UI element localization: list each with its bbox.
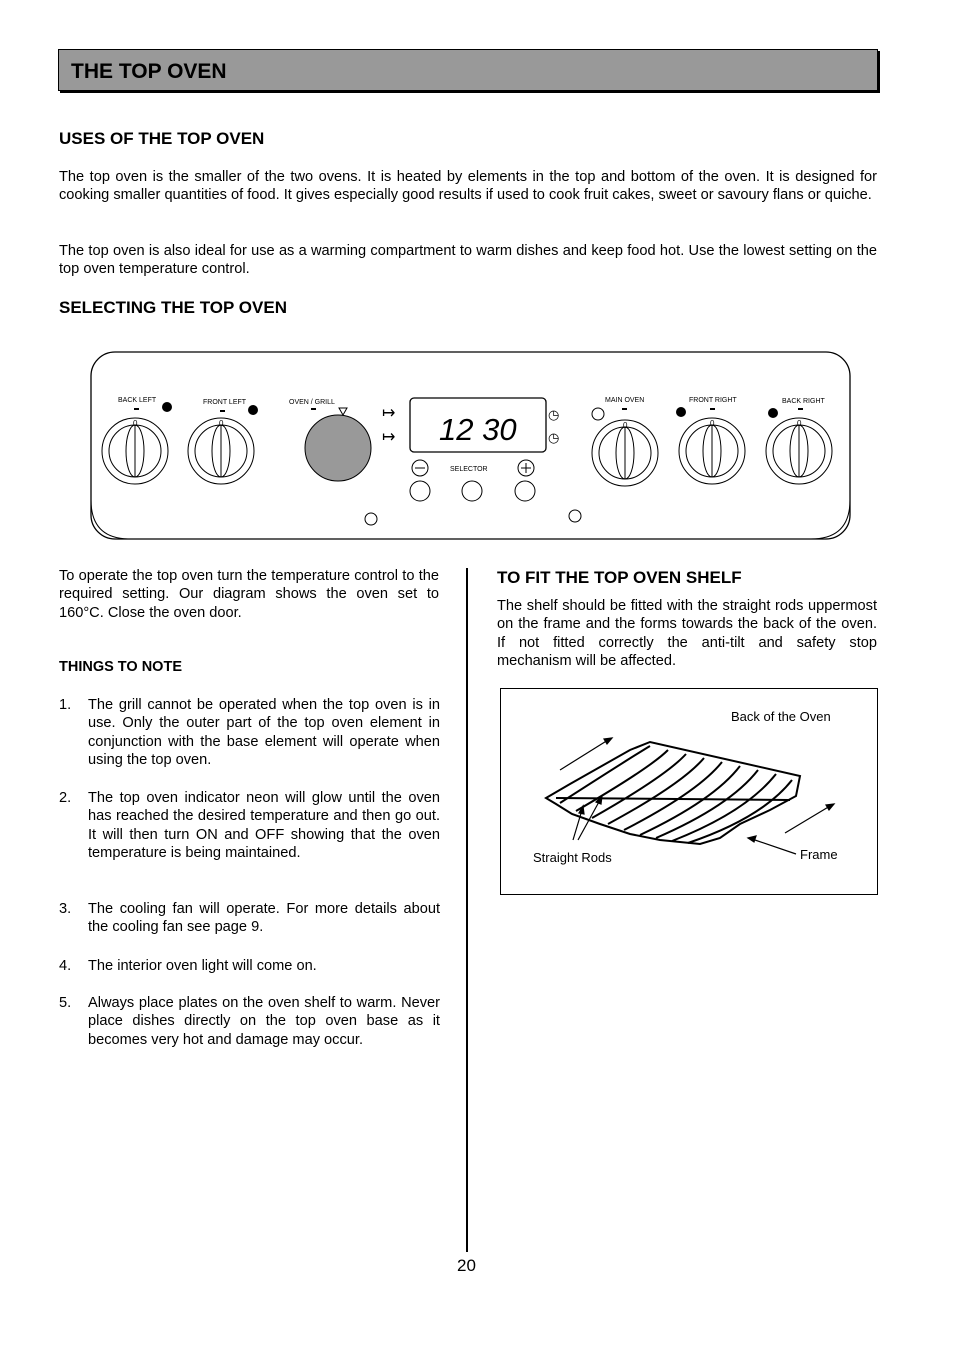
hob-indicator-icon [162,402,172,412]
label-selector: SELECTOR [450,466,488,473]
frame-label: Frame [800,847,838,862]
clock-display [382,398,559,452]
label-back-left: BACK LEFT [118,397,157,404]
back-of-oven-label: Back of the Oven [731,709,831,724]
label-front-right: FRONT RIGHT [689,397,737,404]
indicator-neon-left [365,513,377,525]
selector-button-left [410,481,430,501]
page-title: THE TOP OVEN [71,60,227,83]
clock-icon: ◷ [548,407,560,422]
back-right-knob[interactable] [766,398,832,484]
selecting-heading: SELECTING THE TOP OVEN [59,298,287,317]
svg-text:0: 0 [219,419,224,428]
fit-shelf-paragraph: The shelf should be fitted with the straight rods uppermost on the frame and the forms towards the back of the oven. If not fitted correctly the anti-tilt and safety stop mechanism will be affected. [497,598,877,670]
page-number: 20 [457,1256,476,1275]
front-left-knob[interactable] [188,399,258,484]
hob-indicator-icon [676,407,686,417]
straight-rods-label: Straight Rods [533,850,612,865]
back-left-knob[interactable] [102,397,172,484]
uses-paragraph-1: The top oven is the smaller of the two ovens. It is heated by elements in the top and bottom of the oven. It is designed for cooking smaller quantities of food. It gives especially good results if used to cook fruit cakes, sweet or savoury flans or quiche. [59,169,877,204]
section-banner [58,49,878,91]
label-front-left: FRONT LEFT [203,399,247,406]
column-divider [466,568,468,1252]
clock-time: 12 30 [439,412,517,447]
label-oven-grill: OVEN / GRILL [289,399,335,406]
control-panel-diagram [90,350,852,542]
things-to-note-heading: THINGS TO NOTE [59,659,182,675]
svg-text:0: 0 [797,419,802,428]
selector-controls[interactable] [410,460,535,501]
label-main-oven: MAIN OVEN [605,397,645,404]
hob-indicator-icon [768,408,778,418]
bell-icon: ◷ [548,430,560,445]
uses-paragraph-2: The top oven is also ideal for use as a warming compartment to warm dishes and keep food hot. Use the lowest setting on the top oven temperature control. [59,243,877,278]
main-oven-knob[interactable] [592,397,658,486]
indicator-neon-right [569,510,581,522]
end-arrow-icon: ↦ [382,429,396,446]
selector-button-right [515,481,535,501]
fit-shelf-heading: TO FIT THE TOP OVEN SHELF [497,568,742,587]
svg-text:0: 0 [623,421,628,430]
svg-text:0: 0 [710,419,715,428]
grill-icon [339,408,347,415]
operate-paragraph: To operate the top oven turn the temperature control to the required setting. Our diagram shows the oven set to 160°C. Close the oven door. [59,568,439,621]
oven-grill-knob[interactable] [289,399,371,481]
fan-icon [592,408,604,420]
selector-button-middle [462,481,482,501]
hob-indicator-icon [248,405,258,415]
label-back-right: BACK RIGHT [782,398,825,405]
shelf-figure [500,688,878,895]
svg-text:0: 0 [133,419,138,428]
start-arrow-icon: ↦ [382,405,396,422]
uses-heading: USES OF THE TOP OVEN [59,129,265,148]
front-right-knob[interactable] [676,397,745,484]
